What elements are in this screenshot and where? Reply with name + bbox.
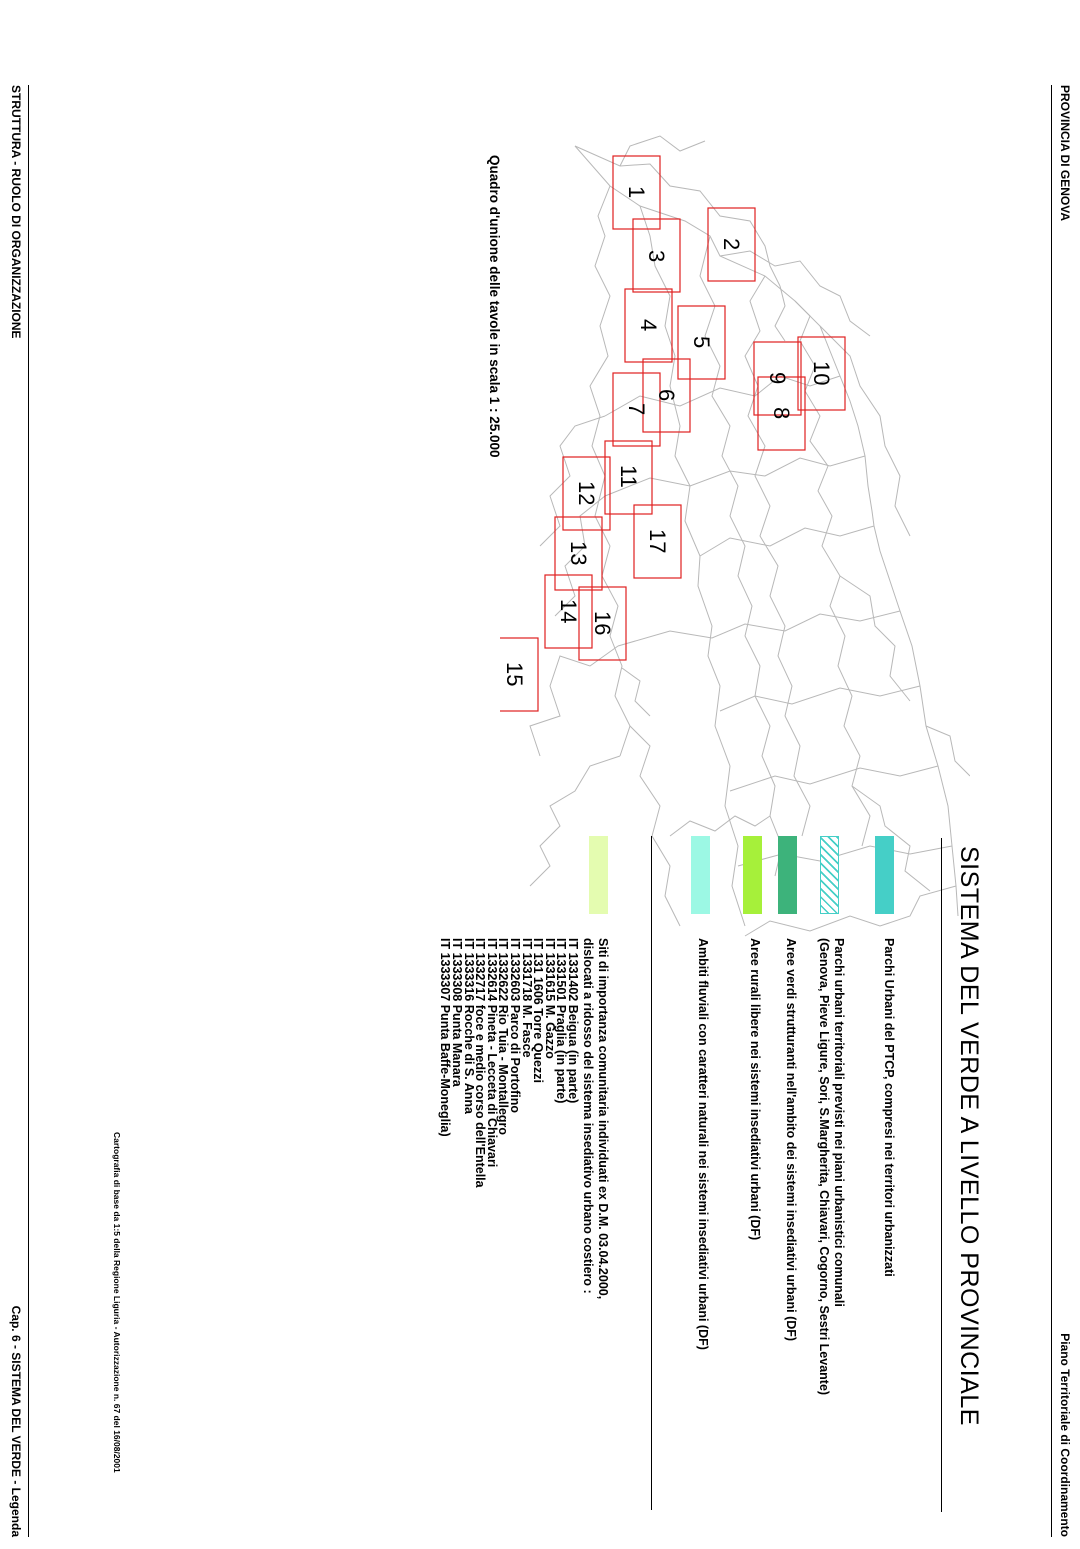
tile-label-8: 8 — [769, 407, 794, 420]
tile-label-16: 16 — [590, 611, 615, 636]
tile-frames — [500, 156, 845, 711]
legend-label-parchi-urbani — [881, 938, 896, 1277]
site-item: IT 1333307 Punta Baffe-Moneglia) — [438, 938, 453, 1137]
legend-swatch-parchi-territoriali — [820, 836, 839, 914]
index-map-svg — [500, 126, 970, 946]
site-item: IT 1332614 Pineta - Lecceta di Chiavari — [484, 938, 499, 1168]
tile-labels — [502, 186, 834, 686]
legend-label-line: Parchi urbani territoriali previsti nei piani urbanistici comunali — [832, 938, 846, 1307]
tile-label-1: 1 — [624, 186, 649, 199]
legend-label-siti-intro — [580, 938, 610, 1299]
legend-swatch-aree-verdi — [778, 836, 797, 914]
legend-label-line: (Genova, Pieve Ligure, Sori, S.Margherita, Chiavari, Cogorno, Sestri Levante) — [817, 938, 831, 1396]
legend-label-line: Ambiti fluviali con caratteri naturali nei sistemi insediativi urbani (DF) — [696, 938, 710, 1350]
site-item: IT 1331402 Beigua (in parte) — [566, 938, 580, 1104]
site-item: IT 131 1606 Torre Quezzi — [531, 938, 546, 1083]
footer-section: STRUTTURA - RUOLO DI ORGANIZZAZIONE — [9, 85, 23, 339]
legend-title: SISTEMA DEL VERDE A LIVELLO PROVINCIALE — [955, 846, 983, 1426]
site-item: IT 1333316 Rocche di S. Anna — [461, 938, 476, 1114]
legend-label-aree-verdi — [783, 938, 798, 1341]
legend-label-line: Aree verdi strutturanti nell'ambito dei sistemi insediativi urbani (DF) — [784, 938, 798, 1342]
legend-swatch-siti — [589, 836, 608, 914]
tile-label-4: 4 — [636, 319, 661, 332]
header-plan-title: Piano Territoriale di Coordinamento — [1058, 1333, 1072, 1537]
tile-label-17: 17 — [645, 529, 670, 554]
site-list — [439, 938, 578, 1188]
tile-label-13: 13 — [566, 541, 591, 566]
site-item: IT 1332717 foce e medio corso dell'Entella — [473, 938, 488, 1188]
footer-chapter: Cap. 6 - SISTEMA DEL VERDE - Legenda — [9, 1305, 23, 1537]
cartography-credit: Cartografia di base da 1:5 della Regione Liguria - Autorizzazione n. 67 del 16/08/2001 — [112, 1132, 122, 1473]
legend-swatch-aree-rurali — [743, 836, 762, 914]
legend-swatch-ambiti-fluviali — [691, 836, 710, 914]
legend-label-line: dislocati a ridosso del sistema insediativo urbano costiero : — [581, 938, 595, 1294]
site-item: IT 1332603 Parco di Portofino — [508, 938, 523, 1114]
site-item: IT 1331615 M. Gazzo — [542, 938, 557, 1059]
footer-rule — [28, 85, 29, 1537]
tile-label-2: 2 — [719, 238, 744, 251]
legend — [0, 836, 1080, 1516]
tile-label-14: 14 — [556, 599, 581, 624]
tile-label-6: 6 — [654, 389, 679, 402]
tile-label-12: 12 — [574, 481, 599, 506]
tile-label-10: 10 — [809, 361, 834, 386]
legend-label-ambiti-fluviali — [695, 938, 710, 1350]
index-map — [500, 126, 970, 946]
tile-label-11: 11 — [616, 465, 641, 488]
tile-label-9: 9 — [765, 372, 790, 385]
tile-label-7: 7 — [624, 403, 649, 416]
legend-swatch-parchi-urbani — [875, 836, 894, 914]
tile-label-5: 5 — [689, 336, 714, 349]
header-province: PROVINCIA DI GENOVA — [1058, 85, 1072, 222]
tile-label-15: 15 — [502, 662, 527, 687]
map-boundaries — [530, 136, 970, 936]
legend-label-aree-rurali — [747, 938, 762, 1240]
tile-label-3: 3 — [644, 250, 669, 263]
site-item: IT 1331501 Praglia (in parte) — [554, 938, 569, 1104]
map-caption: Quadro d'unione delle tavole in scala 1 : 25.000 — [487, 155, 502, 458]
site-item: IT 1331718 M. Fasce — [519, 938, 534, 1058]
legend-separator — [651, 836, 652, 1510]
legend-label-parchi-territoriali — [816, 938, 846, 1395]
legend-label-line: Aree rurali libere nei sistemi insediativi urbani (DF) — [748, 938, 762, 1241]
site-item: IT 1332622 Rio Tuia - Montallegro — [496, 938, 511, 1136]
legend-label-line: Parchi Urbani del PTCP, compresi nei territori urbanizzati — [882, 938, 896, 1277]
site-item: IT 1333308 Punta Manara — [450, 938, 465, 1087]
legend-label-line: Siti di importanza comunitaria individuati ex D.M. 03.04.2000, — [596, 938, 610, 1300]
